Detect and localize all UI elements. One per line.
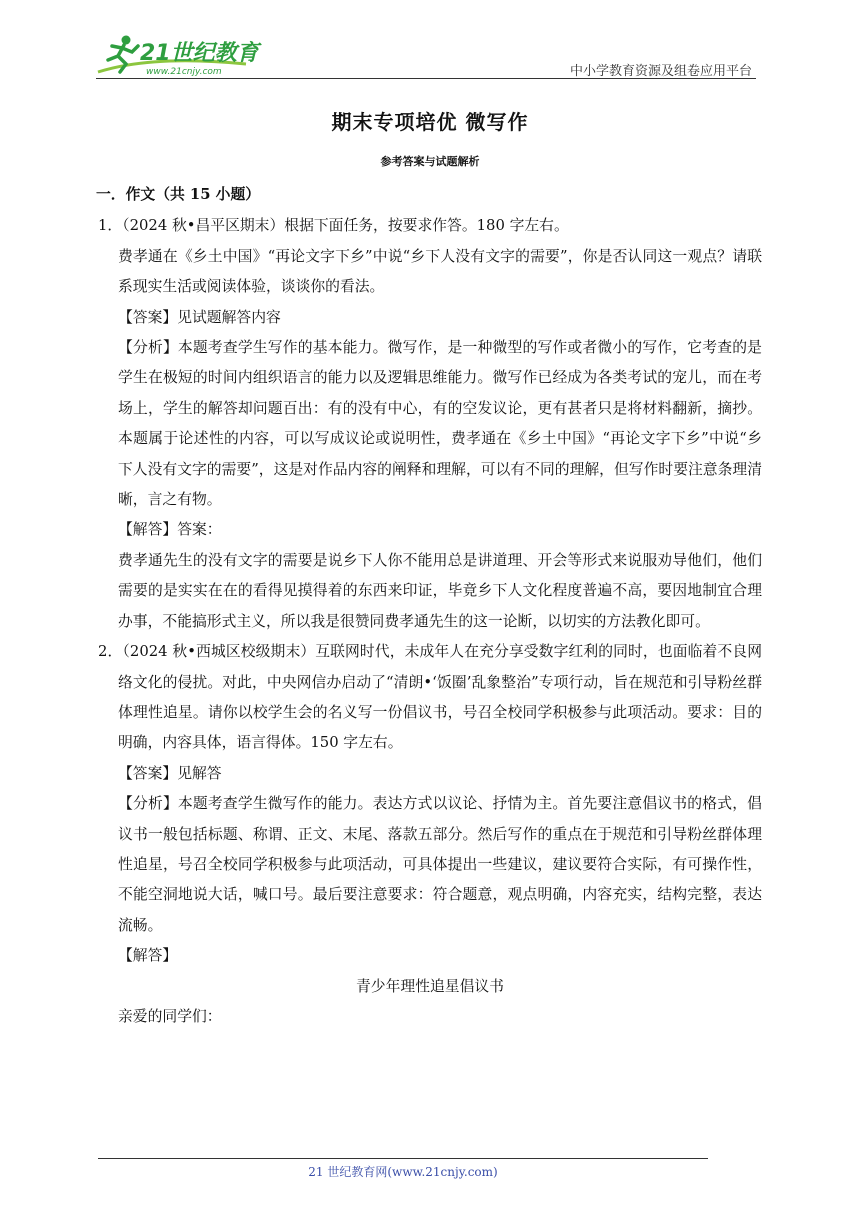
solution-text: 答案： [177,521,222,539]
answer-tag: 【答案】 [118,764,178,782]
question-2-stem [98,637,762,759]
answer-text: 见解答 [177,764,222,782]
runner-logo-icon [96,30,266,80]
answer-text: 见试题解答内容 [177,308,281,326]
page-header [96,28,756,80]
analysis-text: 本题考查学生微写作的能力。表达方式以议论、抒情为主。首先要注意倡议书的格式，倡议书一般包括标题、称谓、正文、末尾、落款五部分。然后写作的重点在于规范和引导粉丝群体理性追星，号召全校同学积极参与此项活动，可具体提出一些建议，建议要符合实际，有可操作性，不能空洞地说大话，喊口号。最后要注意要求：符合题意，观点明确，内容充实，结构完整，表达流畅。 [118,795,762,934]
analysis-tag: 【分析】 [118,795,178,813]
question-1-stem-text: 1．（2024 秋•昌平区期末）根据下面任务，按要求作答。180 字左右。 [98,217,569,235]
section-heading: 一．作文（共 15 小题） [96,186,261,203]
letter-greeting: 亲爱的同学们： [118,1007,222,1025]
document-title: 期末专项培优 微写作 [331,110,529,134]
logo-url: www.21cnjy.com [146,67,222,77]
document-body [98,180,762,1032]
question-2-solution [98,941,762,971]
header-tagline: 中小学教育资源及组卷应用平台 [569,63,752,78]
document-subtitle: 参考答案与试题解析 [380,155,480,168]
question-1-prompt: 费孝通在《乡土中国》“再论文字下乡”中说“乡下人没有文字的需要”，你是否认同这一观点？请联系现实生活或阅读体验，谈谈你的看法。 [118,247,762,296]
question-2-analysis [98,789,762,941]
footer-divider [98,1158,708,1159]
logo-text: 21世纪教育 [140,41,259,66]
analysis-text: 本题考查学生写作的基本能力。微写作，是一种微型的写作或者微小的写作，它考查的是学生在极短的时间内组织语言的能力以及逻辑思维能力。微写作已经成为各类考试的宠儿，而在考场上，学生的解答却问题百出：有的没有中心，有的空发议论，更有甚者只是将材料翻新，摘抄。本题属于论述性的内容，可以写成议论或说明性，费孝通在《乡土中国》“再论文字下乡”中说“乡下人没有文字的需要”，这是对作品内容的阐释和理解，可以有不同的理解，但写作时要注意条理清晰，言之有物。 [118,339,762,509]
question-1-solution-body: 费孝通先生的没有文字的需要是说乡下人你不能用总是讲道理、开会等形式来说服劝导他们，他们需要的是实实在在的看得见摸得着的东西来印证，毕竟乡下人文化程度普遍不高，要因地制宜合理办事，不能搞形式主义，所以我是很赞同费孝通先生的这一论断，以切实的方法教化即可。 [118,551,762,630]
question-2-answer [98,759,762,789]
solution-tag: 【解答】 [118,947,178,965]
question-1-answer [98,303,762,333]
solution-tag: 【解答】 [118,521,178,539]
question-2-stem-text: 2．（2024 秋•西城区校级期末）互联网时代，未成年人在充分享受数字红利的同时，也面临着不良网络文化的侵扰。对此，中央网信办启动了“清朗•‘饭圈’乱象整治”专项行动，旨在规范和引导粉丝群体理性追星。请你以校学生会的名义写一份倡议书，号召全校同学积极参与此项活动。要求：目的明确，内容具体，语言得体。150 字左右。 [98,643,762,752]
header-divider [96,78,756,79]
question-1-stem [98,211,762,241]
question-1-analysis [98,333,762,515]
answer-tag: 【答案】 [118,308,178,326]
site-logo[interactable] [96,30,266,80]
footer-link[interactable]: 21 世纪教育网(www.21cnjy.com) [308,1165,498,1179]
letter-title: 青少年理性追星倡议书 [356,977,504,995]
question-1-solution [98,515,762,545]
analysis-tag: 【分析】 [118,339,178,357]
